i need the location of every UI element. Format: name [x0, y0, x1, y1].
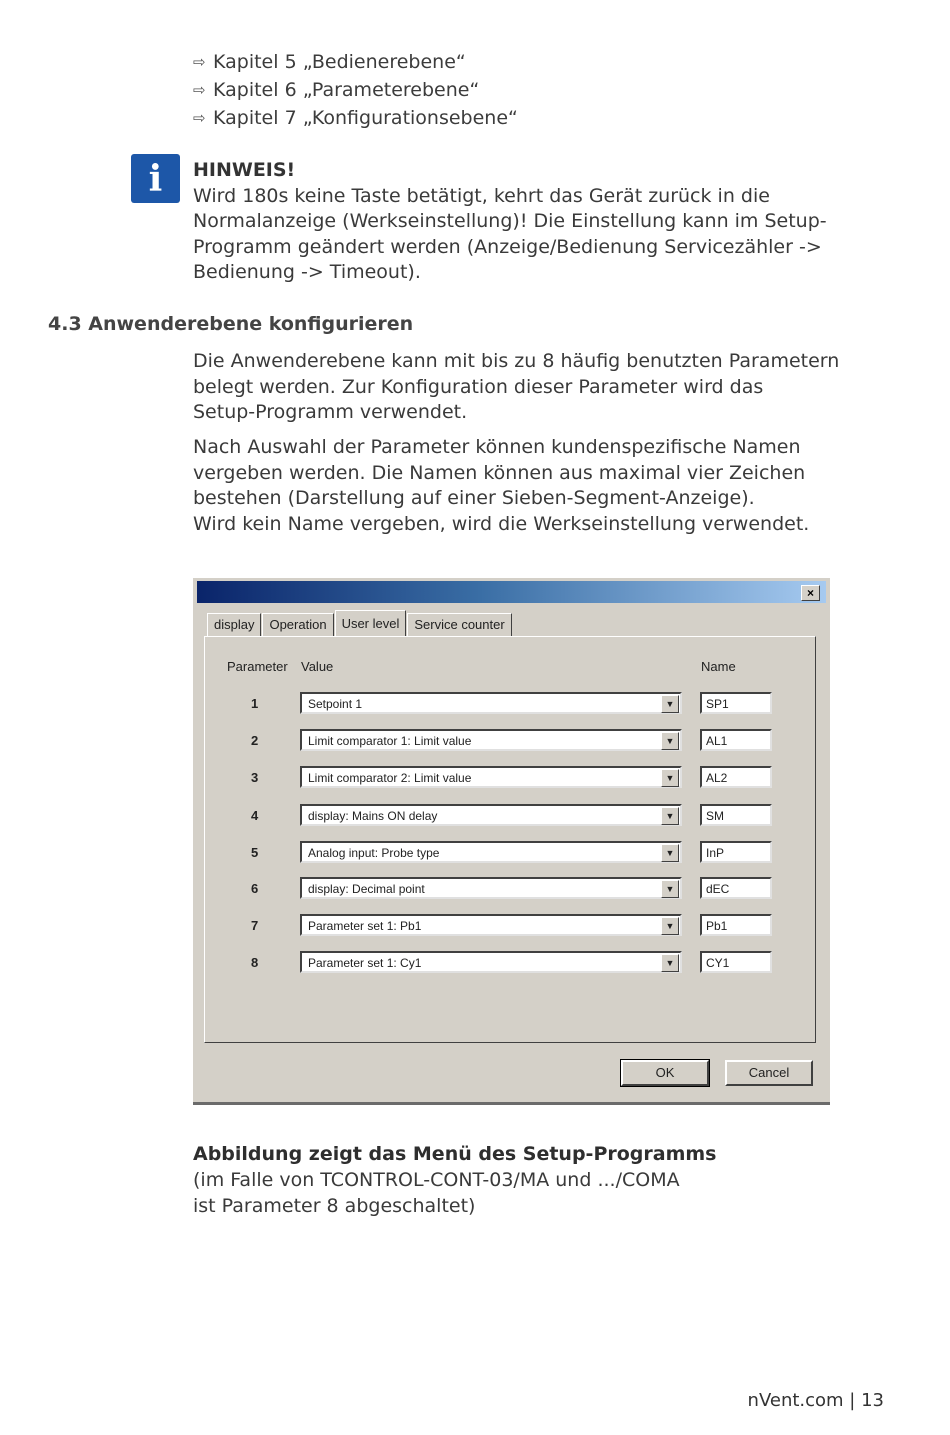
name-input[interactable]: Pb1: [700, 914, 772, 936]
section-heading: 4.3 Anwenderebene konfigurieren: [48, 313, 414, 335]
column-header-value: Value: [301, 659, 334, 674]
row-number: 8: [251, 955, 259, 970]
dialog-titlebar: [197, 581, 826, 603]
close-button[interactable]: ×: [801, 585, 820, 601]
row-number: 1: [251, 696, 259, 711]
note-line: Bedienung -> Timeout).: [193, 261, 421, 283]
value-dropdown[interactable]: Parameter set 1: Cy1 ▼: [300, 951, 682, 973]
name-input[interactable]: AL2: [700, 766, 772, 788]
chevron-down-icon[interactable]: ▼: [661, 954, 679, 972]
parameter-row: [193, 951, 830, 977]
value-dropdown[interactable]: Analog input: Probe type ▼: [300, 841, 682, 863]
row-number: 5: [251, 845, 259, 860]
chapter-reference: ⇨ Kapitel 5 „Bedienerebene“: [193, 48, 518, 76]
column-header-parameter: Parameter: [227, 659, 288, 674]
chevron-down-icon[interactable]: ▼: [661, 917, 679, 935]
arrow-right-icon: ⇨: [193, 81, 206, 99]
value-dropdown[interactable]: Limit comparator 2: Limit value ▼: [300, 766, 682, 788]
value-dropdown[interactable]: Parameter set 1: Pb1 ▼: [300, 914, 682, 936]
note-line: Wird 180s keine Taste betätigt, kehrt das Gerät zurück in die: [193, 184, 770, 207]
chevron-down-icon[interactable]: ▼: [661, 769, 679, 787]
info-icon: i: [131, 154, 180, 203]
chapter-reference: ⇨ Kapitel 6 „Parameterebene“: [193, 76, 518, 104]
name-input[interactable]: SM: [700, 804, 772, 826]
value-dropdown[interactable]: display: Mains ON delay ▼: [300, 804, 682, 826]
figure-caption: [193, 1141, 716, 1219]
name-input[interactable]: AL1: [700, 729, 772, 751]
chevron-down-icon[interactable]: ▼: [661, 807, 679, 825]
caption-line: ist Parameter 8 abgeschaltet): [193, 1195, 476, 1217]
row-number: 4: [251, 808, 259, 823]
caption-line: (im Falle von TCONTROL-CONT-03/MA und .../COMA: [193, 1169, 680, 1191]
note-title: HINWEIS!: [193, 159, 296, 181]
chevron-down-icon[interactable]: ▼: [661, 880, 679, 898]
note-box: [193, 158, 853, 286]
arrow-right-icon: ⇨: [193, 109, 206, 127]
value-dropdown[interactable]: Setpoint 1 ▼: [300, 692, 682, 714]
cancel-button[interactable]: Cancel: [725, 1060, 813, 1086]
tab-operation[interactable]: Operation: [262, 613, 333, 636]
name-input[interactable]: InP: [700, 841, 772, 863]
tab-display[interactable]: display: [207, 613, 261, 636]
tab-user-level[interactable]: User level: [335, 610, 407, 637]
name-input[interactable]: SP1: [700, 692, 772, 714]
tab-bar: [207, 612, 513, 636]
caption-title: Abbildung zeigt das Menü des Setup-Programms: [193, 1143, 717, 1165]
chevron-down-icon[interactable]: ▼: [661, 732, 679, 750]
parameter-row: [193, 766, 830, 792]
parameter-row: [193, 841, 830, 867]
parameter-row: [193, 877, 830, 903]
chevron-down-icon[interactable]: ▼: [661, 844, 679, 862]
row-number: 2: [251, 733, 259, 748]
value-dropdown[interactable]: display: Decimal point ▼: [300, 877, 682, 899]
name-input[interactable]: dEC: [700, 877, 772, 899]
name-input[interactable]: CY1: [700, 951, 772, 973]
chevron-down-icon[interactable]: ▼: [661, 695, 679, 713]
page-footer: nVent.com | 13: [747, 1390, 884, 1411]
parameter-row: [193, 914, 830, 940]
row-number: 7: [251, 918, 259, 933]
parameter-row: [193, 804, 830, 830]
note-line: Programm geändert werden (Anzeige/Bedienung Servicezähler ->: [193, 235, 822, 258]
chapter-references: [193, 48, 518, 132]
chapter-reference: ⇨ Kapitel 7 „Konfigurationsebene“: [193, 104, 518, 132]
row-number: 6: [251, 881, 259, 896]
parameter-row: [193, 692, 830, 718]
value-dropdown[interactable]: Limit comparator 1: Limit value ▼: [300, 729, 682, 751]
ok-button[interactable]: OK: [621, 1060, 709, 1086]
paragraph-intro: Die Anwenderebene kann mit bis zu 8 häufig benutzten Parametern belegt werden. Zur Konfiguration dieser Parameter wird das Setup-Programm verwendet.: [193, 350, 840, 423]
tab-service-counter[interactable]: Service counter: [407, 613, 511, 636]
paragraph-names: Nach Auswahl der Parameter können kundenspezifische Namen vergeben werden. Die Namen können aus maximal vier Zeichen bestehen (Darstellung auf einer Sieben-Segment-Anzeige). Wird kein Name vergeben, wird die Werkseinstellung verwendet.: [193, 436, 810, 535]
parameter-row: [193, 729, 830, 755]
column-header-name: Name: [701, 659, 736, 674]
row-number: 3: [251, 770, 259, 785]
setup-dialog: [193, 578, 830, 1105]
arrow-right-icon: ⇨: [193, 53, 206, 71]
note-line: Normalanzeige (Werkseinstellung)! Die Einstellung kann im Setup-: [193, 210, 827, 232]
